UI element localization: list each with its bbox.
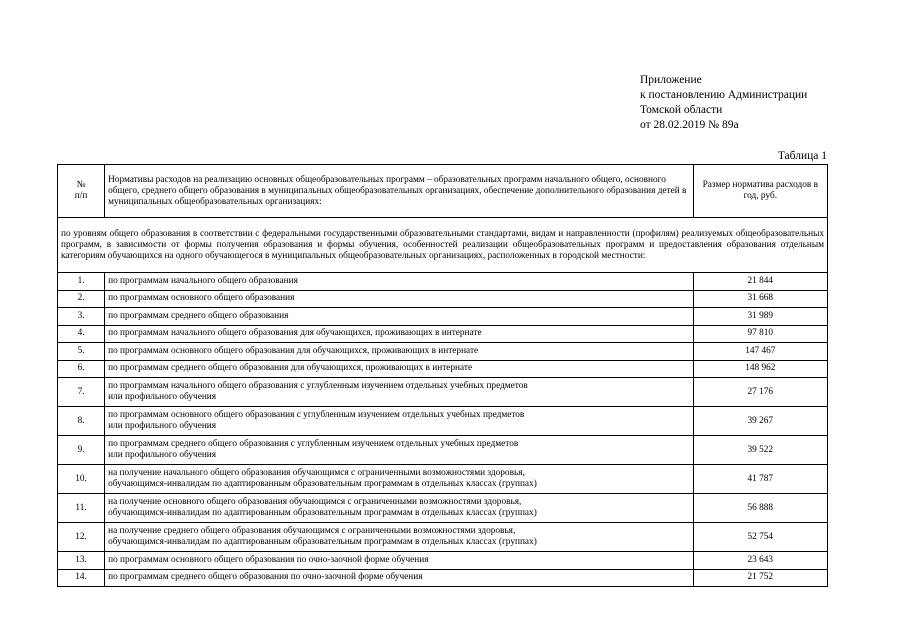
intro-text: по уровням общего образования в соответствии с федеральными государственными образовательными стандартами, видам и направленности (профилям) реализуемых общеобразовательных программ, в зависимости от формы получения образования и формы обучения, особенностей реализации общеобразовательных программ и предоставления образования отдельным категориям обучающихся на одного обучающегося в муниципальных общеобразовательных организациях, расположенных в городской местности: — [58, 218, 828, 273]
row-number: 10. — [58, 465, 105, 494]
row-value: 31 668 — [693, 290, 827, 308]
table-row — [58, 308, 828, 326]
row-name: по программам среднего общего образования — [105, 308, 694, 326]
row-number: 14. — [58, 569, 105, 587]
row-name: на получение среднего общего образования обучающимся с ограниченными возможностями здоровья, обучающимся-инвалидам по адаптированным образовательным программам в отдельных классах (группах) — [105, 523, 694, 552]
table-row — [58, 569, 828, 587]
table-caption: Таблица 1 — [777, 150, 827, 162]
row-name: по программам среднего общего образования для обучающихся, проживающих в интернате — [105, 360, 694, 378]
table-row — [58, 273, 828, 291]
row-value: 39 267 — [693, 407, 827, 436]
table-row — [58, 378, 828, 407]
row-value: 97 810 — [693, 325, 827, 343]
row-value: 23 643 — [693, 552, 827, 570]
row-value: 148 962 — [693, 360, 827, 378]
table-row — [58, 407, 828, 436]
table-intro-row — [58, 218, 828, 273]
row-name: по программам основного общего образования по очно-заочной форме обучения — [105, 552, 694, 570]
table-row — [58, 552, 828, 570]
row-name: на получение начального общего образования обучающимся с ограниченными возможностями здоровья, обучающимся-инвалидам по адаптированным образовательным программам в отдельных классах (группах) — [105, 465, 694, 494]
row-number: 6. — [58, 360, 105, 378]
row-name: по программам начального общего образования — [105, 273, 694, 291]
header-resolution: к постановлению Администрации — [640, 89, 808, 101]
row-number: 9. — [58, 436, 105, 465]
row-number: 12. — [58, 523, 105, 552]
table-row — [58, 523, 828, 552]
row-value: 147 467 — [693, 343, 827, 361]
header-name: Нормативы расходов на реализацию основных общеобразовательных программ – образовательных программ начального общего, основного общего, среднего общего образования в муниципальных общеобразовательных организациях, обеспечение дополнительного образования детей в муниципальных общеобразовательных организациях: — [105, 165, 694, 218]
row-value: 31 989 — [693, 308, 827, 326]
table-row — [58, 360, 828, 378]
header-date: от 28.02.2019 № 89а — [640, 119, 739, 131]
row-number: 3. — [58, 308, 105, 326]
row-value: 21 844 — [693, 273, 827, 291]
row-number: 7. — [58, 378, 105, 407]
row-name: по программам начального общего образования с углубленным изучением отдельных учебных предметов или профильного обучения — [105, 378, 694, 407]
row-name: по программам основного общего образования с углубленным изучением отдельных учебных предметов или профильного обучения — [105, 407, 694, 436]
row-value: 21 752 — [693, 569, 827, 587]
table-row — [58, 436, 828, 465]
header-appendix: Приложение — [640, 74, 702, 86]
table-row — [58, 325, 828, 343]
row-name: по программам основного общего образования для обучающихся, проживающих в интернате — [105, 343, 694, 361]
row-value: 27 176 — [693, 378, 827, 407]
row-number: 2. — [58, 290, 105, 308]
row-number: 11. — [58, 494, 105, 523]
table-header-row — [58, 165, 828, 218]
header-number: № п/п — [58, 165, 105, 218]
row-number: 5. — [58, 343, 105, 361]
row-name: по программам среднего общего образования по очно-заочной форме обучения — [105, 569, 694, 587]
table-row — [58, 290, 828, 308]
row-number: 4. — [58, 325, 105, 343]
header-value: Размер норматива расходов в год, руб. — [693, 165, 827, 218]
row-value: 39 522 — [693, 436, 827, 465]
table-row — [58, 465, 828, 494]
row-name: по программам начального общего образования для обучающихся, проживающих в интернате — [105, 325, 694, 343]
row-value: 41 787 — [693, 465, 827, 494]
row-number: 8. — [58, 407, 105, 436]
document-header — [640, 73, 807, 133]
header-region: Томской области — [640, 104, 723, 116]
row-number: 13. — [58, 552, 105, 570]
row-name: по программам основного общего образования — [105, 290, 694, 308]
row-value: 52 754 — [693, 523, 827, 552]
norms-table — [57, 164, 828, 587]
row-name: на получение основного общего образования обучающимся с ограниченными возможностями здоровья, обучающимся-инвалидам по адаптированным образовательным программам в отдельных классах (группах) — [105, 494, 694, 523]
row-value: 56 888 — [693, 494, 827, 523]
table-row — [58, 494, 828, 523]
table-row — [58, 343, 828, 361]
row-number: 1. — [58, 273, 105, 291]
row-name: по программам среднего общего образования с углубленным изучением отдельных учебных предметов или профильного обучения — [105, 436, 694, 465]
